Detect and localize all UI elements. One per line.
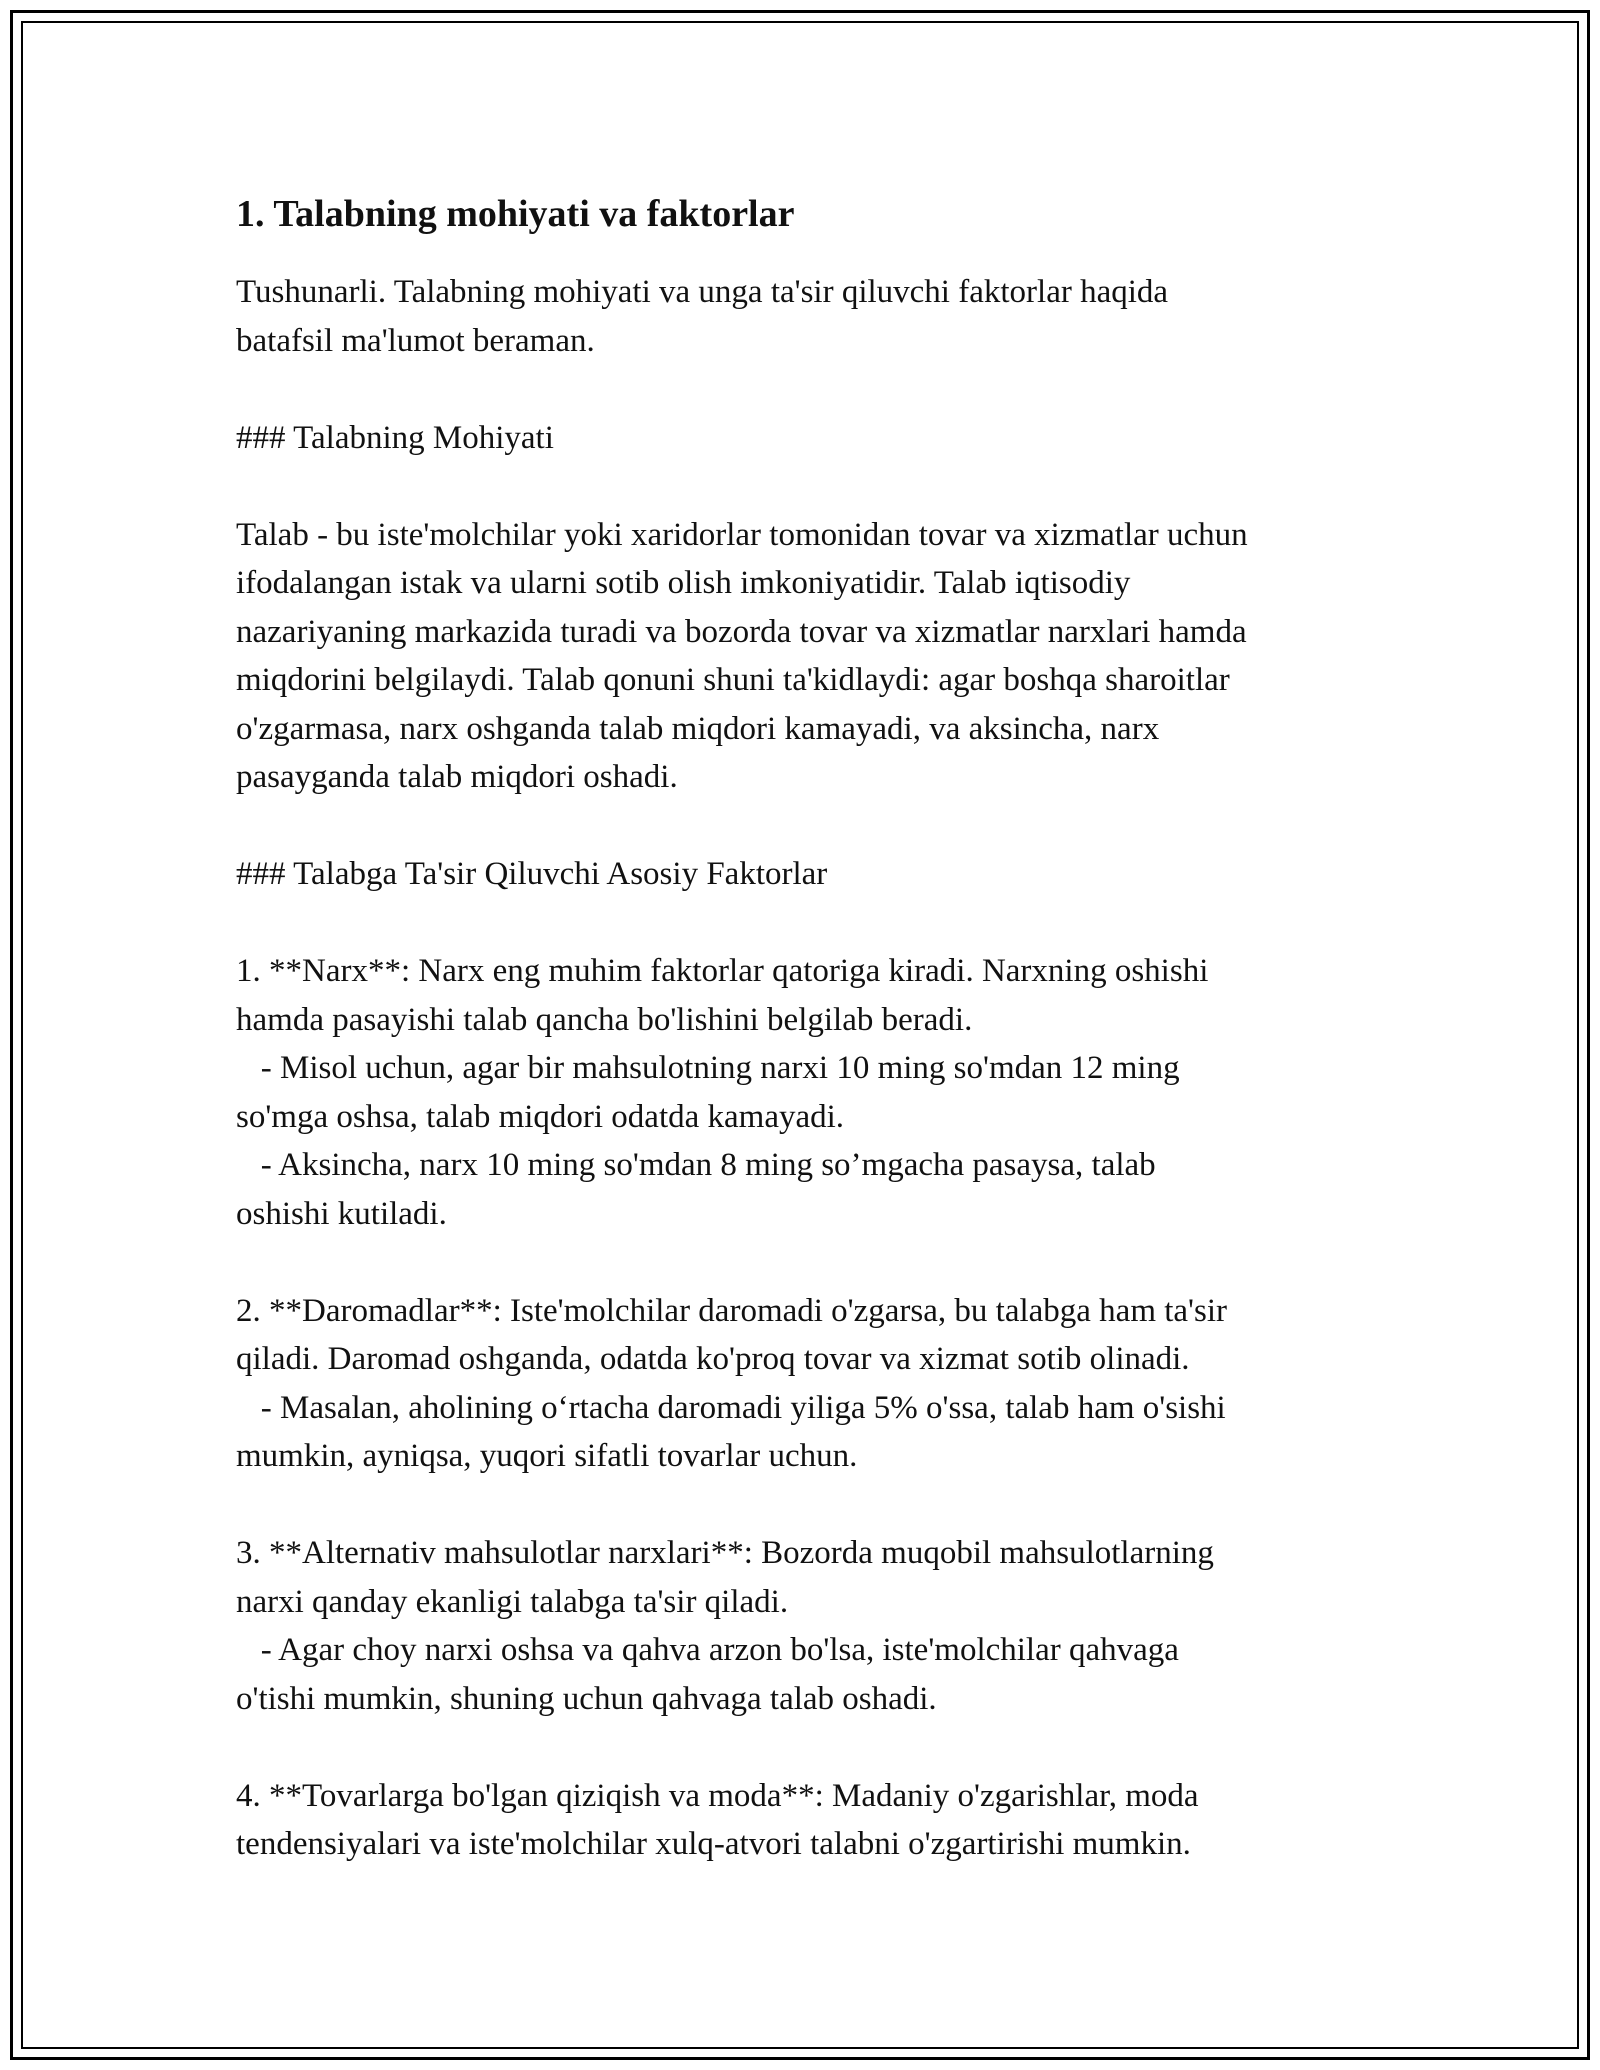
text-line: ifodalangan istak va ularni sotib olish imkoniyatidir. Talab iqtisodiy — [236, 565, 1131, 601]
text-line: 2. **Daromadlar**: Iste'molchilar daromadi o'zgarsa, bu talabga ham ta'sir — [236, 1292, 1227, 1329]
text-line: hamda pasayishi talab qancha bo'lishini belgilab beradi. — [236, 1001, 973, 1038]
text-line: Talab - bu iste'molchilar yoki xaridorlar tomonidan tovar va xizmatlar uchun — [236, 516, 1248, 553]
text-line: so'mga oshsa, talab miqdori odatda kamayadi. — [236, 1098, 845, 1135]
blank-line — [236, 802, 1386, 851]
text-line: o'tishi mumkin, shuning uchun qahvaga talab oshadi. — [236, 1680, 937, 1717]
text-line: ### Talabning Mohiyati — [236, 419, 554, 456]
text-line: miqdorini belgilaydi. Talab qonuni shuni ta'kidlaydi: agar boshqa sharoitlar — [236, 662, 1230, 698]
text-line: Tushunarli. Talabning mohiyati va unga ta'sir qiluvchi faktorlar haqida — [236, 274, 1169, 310]
text-line: 3. **Alternativ mahsulotlar narxlari**: Bozorda muqobil mahsulotlarning — [236, 1535, 1214, 1571]
blank-line — [236, 899, 1386, 948]
blank-line — [236, 462, 1386, 511]
text-line: ### Talabga Ta'sir Qiluvchi Asosiy Faktorlar — [236, 856, 828, 892]
blank-line — [236, 365, 1386, 414]
text-line: 1. **Narx**: Narx eng muhim faktorlar qatoriga kiradi. Narxning oshishi — [236, 953, 1209, 989]
text-line: batafsil ma'lumot beraman. — [236, 322, 595, 359]
text-line: mumkin, ayniqsa, yuqori sifatli tovarlar uchun. — [236, 1438, 858, 1474]
document-title: 1. Talabning mohiyati va faktorlar — [236, 193, 795, 235]
document-text — [236, 268, 1386, 1869]
text-line: - Masalan, aholining o‘rtacha daromadi yiliga 5% o'ssa, talab ham o'sishi — [236, 1389, 1226, 1426]
blank-line — [236, 1238, 1386, 1287]
text-line: - Agar choy narxi oshsa va qahva arzon bo'lsa, iste'molchilar qahvaga — [236, 1632, 1179, 1668]
document-body — [236, 186, 1386, 1869]
text-line: - Aksincha, narx 10 ming so'mdan 8 ming so’mgacha pasaysa, talab — [236, 1147, 1156, 1183]
blank-line — [236, 1481, 1386, 1530]
blank-line — [236, 1723, 1386, 1772]
text-line: oshishi kutiladi. — [236, 1195, 447, 1232]
text-line: 4. **Tovarlarga bo'lgan qiziqish va moda**: Madaniy o'zgarishlar, moda — [236, 1777, 1199, 1814]
text-line: narxi qanday ekanligi talabga ta'sir qiladi. — [236, 1583, 789, 1620]
text-line: tendensiyalari va iste'molchilar xulq-atvori talabni o'zgartirishi mumkin. — [236, 1826, 1191, 1862]
text-line: - Misol uchun, agar bir mahsulotning narxi 10 ming so'mdan 12 ming — [236, 1050, 1180, 1086]
text-line: o'zgarmasa, narx oshganda talab miqdori kamayadi, va aksincha, narx — [236, 710, 1160, 747]
text-line: pasayganda talab miqdori oshadi. — [236, 759, 678, 795]
text-line: nazariyaning markazida turadi va bozorda tovar va xizmatlar narxlari hamda — [236, 613, 1247, 650]
text-line: qiladi. Daromad oshganda, odatda ko'proq tovar va xizmat sotib olinadi. — [236, 1341, 1190, 1377]
